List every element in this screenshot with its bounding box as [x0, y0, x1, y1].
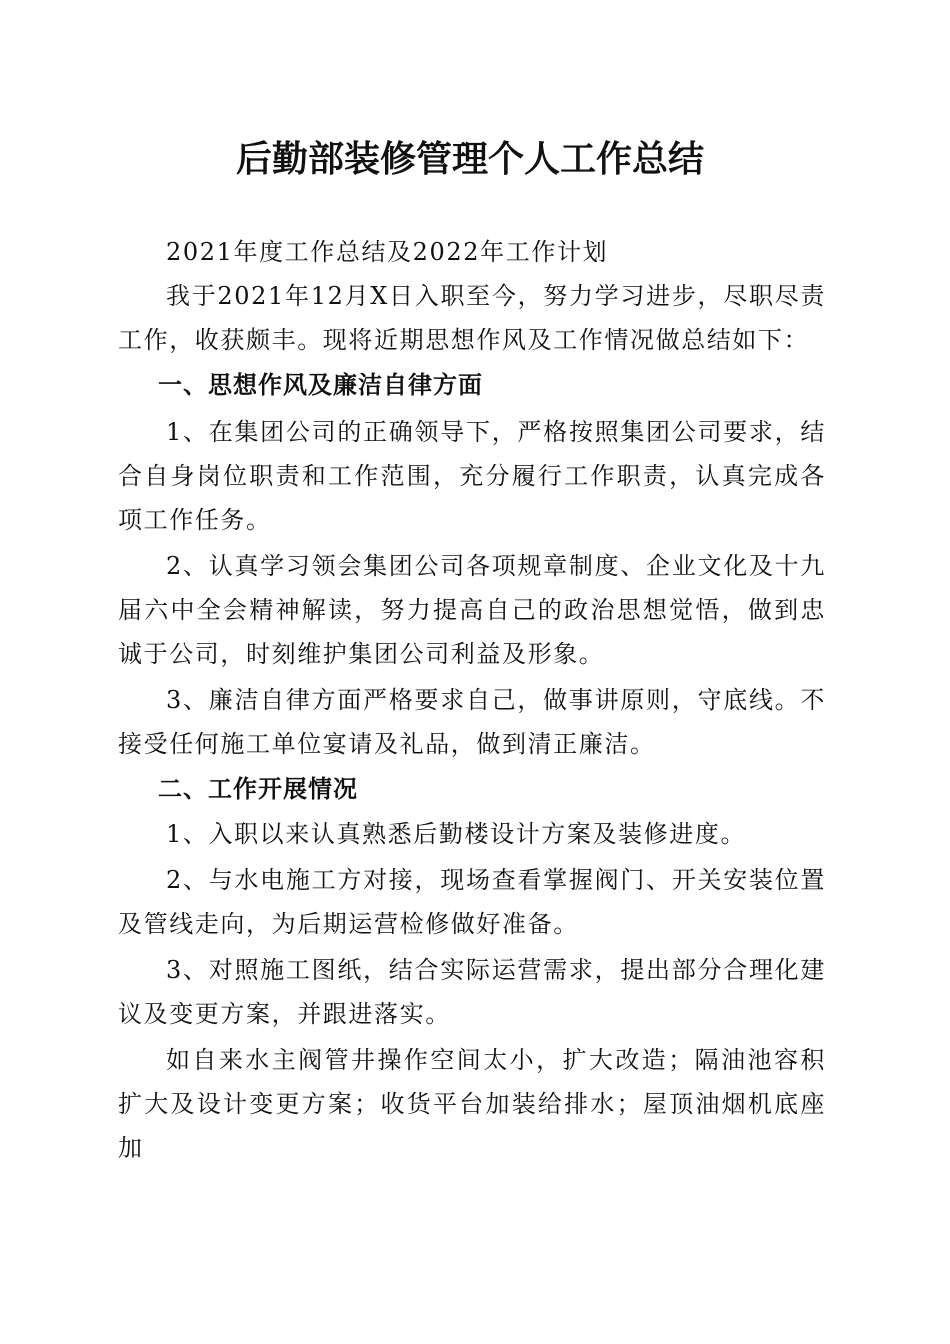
document-body — [118, 230, 826, 1170]
section-2-item-2: 2、与水电施工方对接，现场查看掌握阀门、开关安装位置及管线走向，为后期运营检修做好准备。 — [118, 866, 826, 938]
subtitle-line: 2021年度工作总结及2022年工作计划 — [166, 238, 609, 266]
intro-paragraph: 我于2021年12月X日入职至今，努力学习进步，尽职尽责工作，收获颇丰。现将近期思想作风及工作情况做总结如下： — [118, 282, 826, 354]
section-2-paragraph-example: 如自来水主阀管井操作空间太小，扩大改造；隔油池容积扩大及设计变更方案；收货平台加装给排水；屋顶油烟机底座加 — [118, 1046, 826, 1162]
section-2-item-3: 3、对照施工图纸，结合实际运营需求，提出部分合理化建议及变更方案，并跟进落实。 — [118, 956, 826, 1028]
document-title: 后勤部装修管理个人工作总结 — [235, 139, 704, 180]
section-1-item-3: 3、廉洁自律方面严格要求自己，做事讲原则，守底线。不接受任何施工单位宴请及礼品，做到清正廉洁。 — [118, 686, 826, 758]
section-2-heading: 二、工作开展情况 — [158, 775, 358, 803]
section-1-item-2: 2、认真学习领会集团公司各项规章制度、企业文化及十九届六中全会精神解读，努力提高自己的政治思想觉悟，做到忠诚于公司，时刻维护集团公司利益及形象。 — [118, 552, 826, 668]
section-1-heading: 一、思想作风及廉洁自律方面 — [158, 371, 483, 399]
section-2-item-1: 1、入职以来认真熟悉后勤楼设计方案及装修进度。 — [166, 820, 747, 848]
section-1-item-1: 1、在集团公司的正确领导下，严格按照集团公司要求，结合自身岗位职责和工作范围，充分履行工作职责，认真完成各项工作任务。 — [118, 418, 826, 534]
